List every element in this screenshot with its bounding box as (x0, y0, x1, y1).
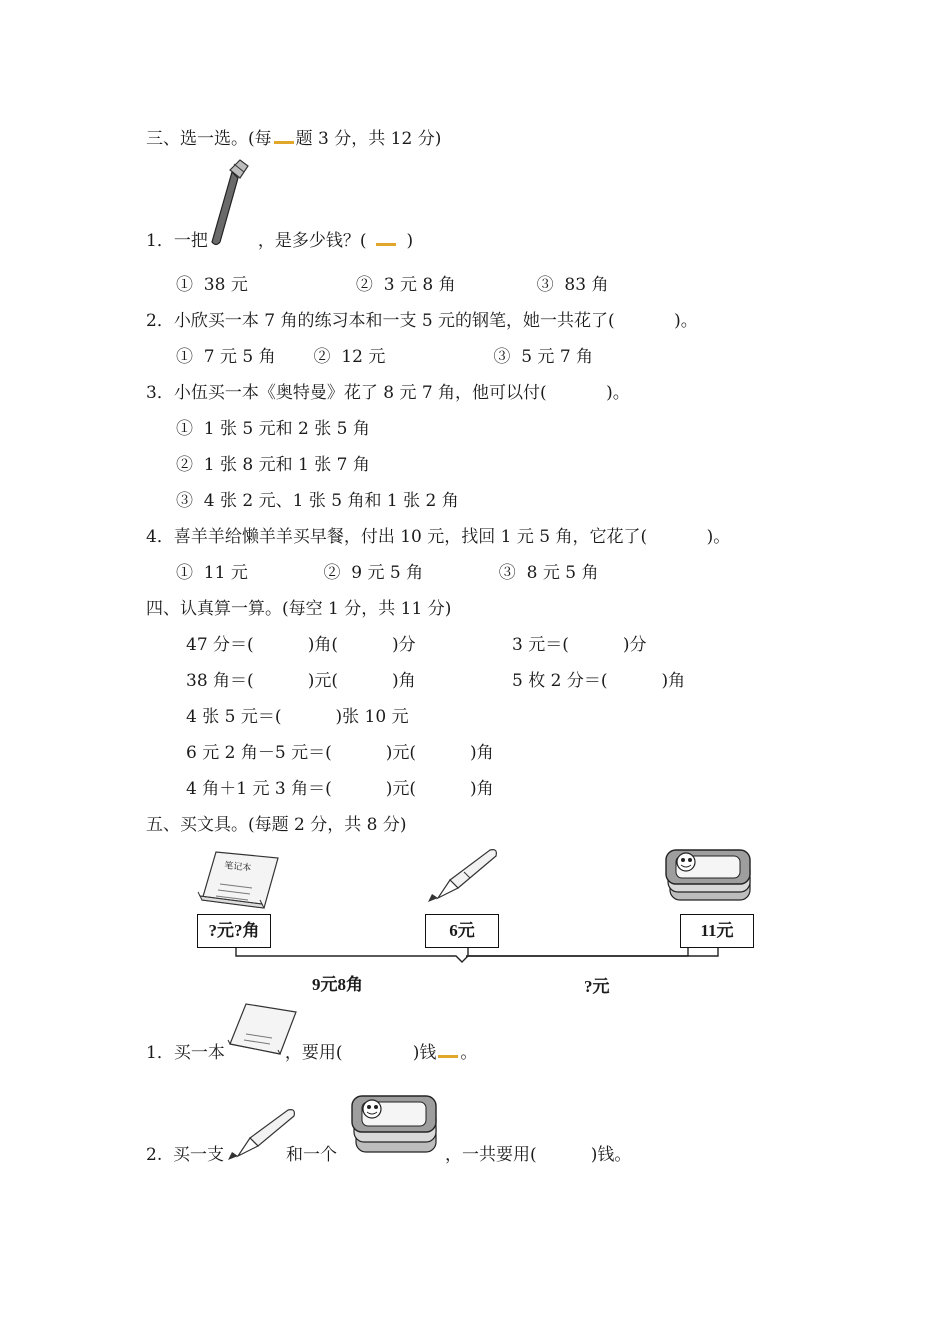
question-3-1: 1．一把 ，是多少钱？( ) (146, 231, 414, 251)
calc-row-4: 6 元 2 角－5 元＝( )元( )角 (186, 743, 494, 763)
blank-mark (438, 1055, 458, 1058)
section-4-heading: 四、认真算一算。(每空 1 分，共 11 分) (146, 599, 452, 619)
section-3-heading: 三、选一选。(每 题 3 分，共 12 分) (146, 129, 442, 149)
notebook-icon (196, 844, 284, 912)
pencil-box-icon (664, 842, 760, 908)
pen-icon (424, 846, 500, 904)
calc-row-2b: 5 枚 2 分＝( )角 (512, 671, 686, 691)
calc-row-1b: 3 元＝( )分 (512, 635, 647, 655)
question-3-4-options: ① 11 元 ② 9 元 5 角 ③ 8 元 5 角 (176, 563, 599, 583)
price-box-pen: 6元 (425, 914, 499, 948)
calc-row-3: 4 张 5 元＝( )张 10 元 (186, 707, 409, 727)
question-5-1: 1．买一本 ，要用( )钱 。 (146, 1043, 478, 1063)
blank-mark (274, 141, 294, 144)
price-box-notebook: ?元?角 (197, 914, 271, 948)
calc-row-5: 4 角＋1 元 3 角＝( )元( )角 (186, 779, 494, 799)
brace-left-label: 9元8角 (312, 975, 363, 994)
calc-row-2a: 38 角＝( )元( )角 (186, 671, 416, 691)
price-braces (230, 946, 730, 968)
question-3-2-options: ① 7 元 5 角 ② 12 元 ③ 5 元 7 角 (176, 347, 594, 367)
price-box-pencil-box: 11元 (680, 914, 754, 948)
question-3-1-options: ① 38 元 ② 3 元 8 角 ③ 83 角 (176, 275, 609, 295)
brace-left (236, 948, 688, 962)
question-3-2: 2．小欣买一本 7 角的练习本和一支 5 元的钢笔，她一共花了( )。 (146, 311, 698, 331)
question-3-3-option-1: ① 1 张 5 元和 2 张 5 角 (176, 419, 370, 439)
section-5-heading: 五、买文具。(每题 2 分，共 8 分) (146, 815, 407, 835)
blank-mark (376, 243, 396, 246)
brace-right (468, 948, 718, 956)
question-5-2: 2. 买一支 和一个 ，一共要用( )钱。 (146, 1145, 632, 1165)
question-3-3-option-2: ② 1 张 8 元和 1 张 7 角 (176, 455, 370, 475)
question-3-3: 3．小伍买一本《奥特曼》花了 8 元 7 角，他可以付( )。 (146, 383, 630, 403)
brace-right-label: ?元 (584, 977, 610, 996)
calc-row-1a: 47 分＝( )角( )分 (186, 635, 416, 655)
notebook-cover-label: 笔记本 (223, 861, 252, 874)
question-3-3-option-3: ③ 4 张 2 元、1 张 5 角和 1 张 2 角 (176, 491, 459, 511)
question-3-4: 4．喜羊羊给懒羊羊买早餐，付出 10 元，找回 1 元 5 角，它花了( )。 (146, 527, 731, 547)
